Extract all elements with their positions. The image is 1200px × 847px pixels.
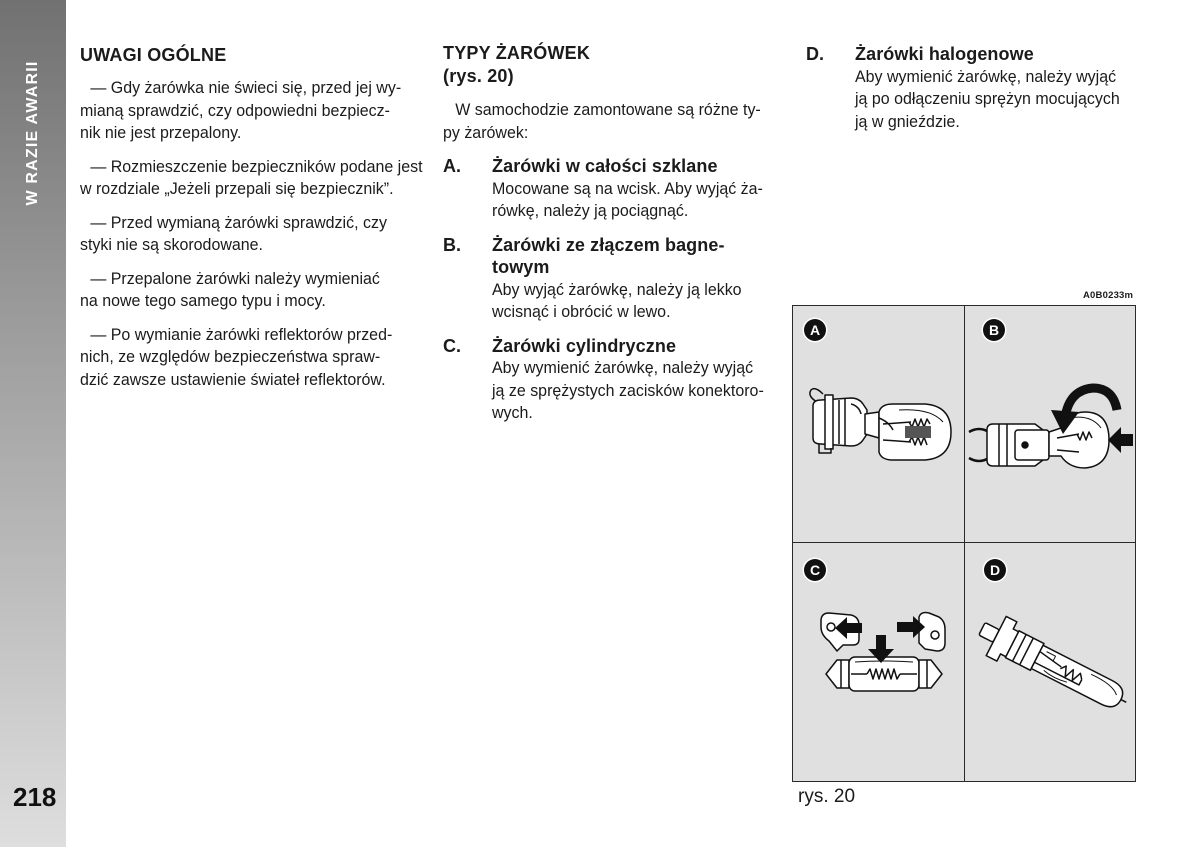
text-line: — Przepalone żarówki należy wymieniać [90, 268, 380, 288]
text-line: wych. [492, 403, 533, 422]
text-line: dzić zawsze ustawienie świateł reflektorów. [80, 369, 386, 389]
text-line: — Rozmieszczenie bezpieczników podane jest [90, 156, 423, 176]
bulb-types-figure [792, 305, 1136, 782]
text-line: Aby wymienić żarówkę, należy wyjąć [492, 358, 754, 377]
figure-panel-d [965, 543, 1135, 781]
paragraph [80, 268, 444, 313]
figure-code: A0B0233m [1083, 290, 1134, 301]
halogen-bulb [972, 609, 1135, 722]
list-marker: C. [443, 335, 461, 356]
figure-panel-c [793, 543, 964, 781]
text-line: styki nie są skorodowane. [80, 235, 263, 254]
text-line: ją ze sprężystych zacisków konektoro- [492, 380, 764, 400]
panel-label-badge: B [983, 319, 1005, 341]
chapter-sidebar [0, 0, 66, 847]
text-line: — Gdy żarówka nie świeci się, przed jej wy- [90, 78, 402, 97]
bayonet-bulb-illustration [965, 306, 1135, 542]
spring-clip-right [919, 613, 945, 652]
list-item-title: Żarówki ze złączem bagne- [492, 234, 725, 255]
paragraph [80, 77, 444, 145]
paragraph [80, 212, 444, 257]
text-line: nik nie jest przepalony. [80, 123, 242, 142]
bulb-socket [810, 389, 867, 453]
bayonet-socket [969, 424, 1049, 466]
push-arrow [1108, 427, 1133, 453]
general-notes-section [80, 44, 444, 391]
section-heading: UWAGI OGÓLNE [80, 45, 227, 65]
section-heading: TYPY ŻARÓWEK [443, 43, 591, 63]
text-line: ją w gnieździe. [855, 111, 960, 131]
text-line: Mocowane są na wcisk. Aby wyjąć ża- [492, 178, 763, 198]
bulb-type-a [443, 155, 781, 223]
list-item-title: Żarówki w całości szklane [492, 156, 718, 176]
chapter-title: W RAZIE AWARII [24, 60, 41, 206]
bulb-types-section [443, 42, 781, 425]
paragraph [80, 156, 444, 201]
intro-paragraph [443, 99, 781, 144]
bulb-type-c [443, 335, 781, 425]
text-line: rówkę, należy ją pociągnąć. [492, 201, 689, 220]
figure-panel-a [793, 306, 964, 542]
text-line: mianą sprawdzić, czy odpowiedni bezpiecz- [80, 100, 390, 120]
figure-reference: (rys. 20) [443, 66, 514, 86]
list-item-title: Żarówki cylindryczne [492, 335, 677, 356]
text-line: wcisnąć i obrócić w lewo. [492, 302, 671, 321]
figure-panel-b [965, 306, 1135, 542]
figure-caption: rys. 20 [798, 786, 856, 807]
glass-wedge-bulb [865, 404, 951, 460]
text-line: W samochodzie zamontowane są różne ty- [455, 100, 761, 119]
glass-wedge-bulb-illustration [793, 306, 964, 542]
list-marker: D. [806, 44, 824, 64]
list-item-title: Żarówki halogenowe [855, 44, 1034, 64]
text-line: — Po wymianie żarówki reflektorów przed- [90, 324, 393, 344]
text-line: — Przed wymianą żarówki sprawdzić, czy [90, 212, 387, 232]
text-line: nich, ze względów bezpieczeństwa spraw- [80, 347, 381, 366]
paragraph [80, 324, 444, 392]
bulb-type-b [443, 234, 781, 324]
text-line: na nowe tego samego typu i mocy. [80, 291, 326, 310]
text-line: w rozdziale „Jeżeli przepali się bezpiecznik”. [80, 179, 394, 198]
list-marker: A. [443, 156, 461, 176]
text-line: Aby wymienić żarówkę, należy wyjąć [855, 66, 1117, 86]
bulb-types-continued [806, 43, 1137, 133]
text-line: py żarówek: [443, 122, 529, 142]
list-item-title: towym [492, 257, 550, 277]
page-number: 218 [13, 782, 57, 812]
panel-label-badge: C [804, 559, 826, 581]
panel-label-badge: A [804, 319, 826, 341]
festoon-bulb [826, 657, 942, 691]
list-marker: B. [443, 234, 461, 255]
panel-label-badge: D [984, 559, 1006, 581]
text-line: Aby wyjąć żarówkę, należy ją lekko [492, 279, 742, 299]
bulb-type-d [806, 43, 1137, 133]
text-line: ją po odłączeniu sprężyn mocujących [855, 89, 1120, 108]
